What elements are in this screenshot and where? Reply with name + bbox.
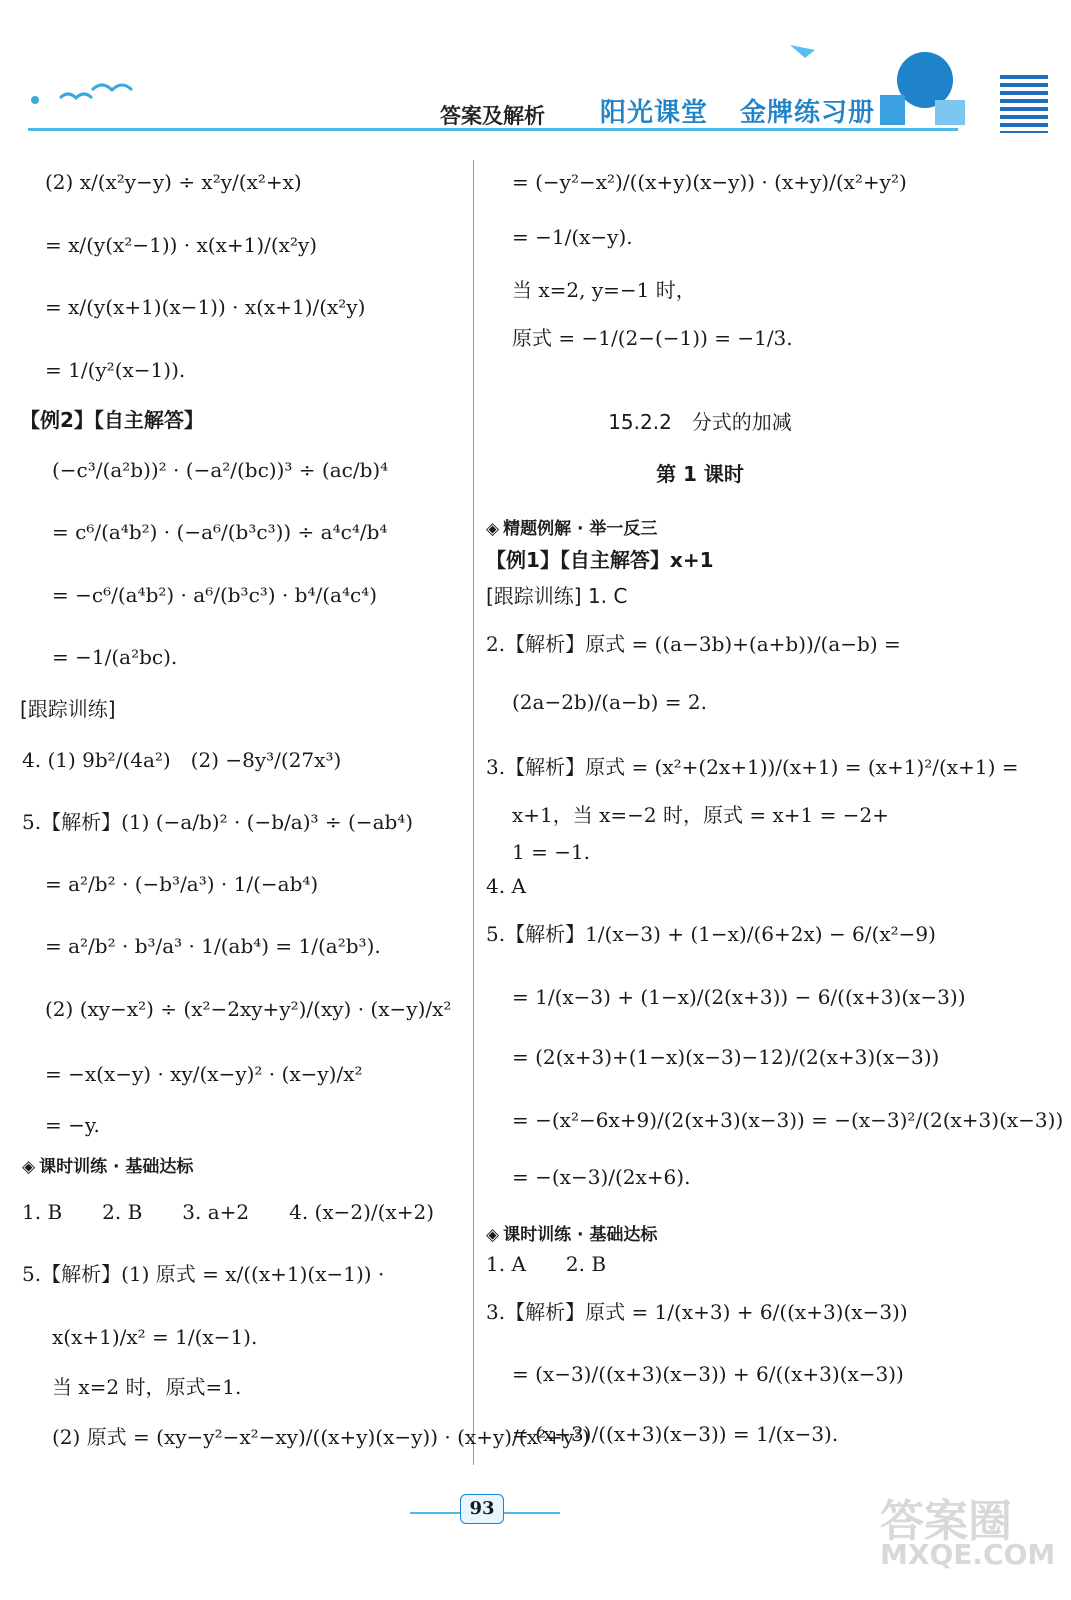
left-line: (2) x/(x²y−y) ÷ x²y/(x²+x) [45, 170, 302, 194]
right-line: = (x−3)/((x+3)(x−3)) + 6/((x+3)(x−3)) [512, 1362, 904, 1386]
plane-icon [790, 45, 815, 58]
right-line: 1 = −1. [512, 840, 591, 864]
bird-icon [60, 94, 92, 98]
left-line: = −1/(a²bc). [52, 645, 178, 669]
left-line: = −c⁶/(a⁴b²) · a⁶/(b³c³) · b⁴/(a⁴c⁴) [52, 583, 377, 607]
right-line: = −(x²−6x+9)/(2(x+3)(x−3)) = −(x−3)²/(2(x+3)(x−3)) [512, 1108, 1064, 1132]
watermark-url: MXQE.COM [880, 1538, 1056, 1571]
block-icon [935, 100, 965, 125]
left-line: = a²/b² · b³/a³ · 1/(ab⁴) = 1/(a²b³). [45, 934, 381, 958]
left-line: x(x+1)/x² = 1/(x−1). [52, 1325, 258, 1349]
right-line: = (x+3)/((x+3)(x−3)) = 1/(x−3). [512, 1422, 839, 1446]
left-line: (−c³/(a²b))² · (−a²/(bc))³ ÷ (ac/b)⁴ [52, 458, 389, 482]
right-line: (2a−2b)/(a−b) = 2. [512, 690, 707, 714]
right-line: 3.【解析】原式 = 1/(x+3) + 6/((x+3)(x−3)) [486, 1300, 908, 1324]
right-line: 1. A 2. B [486, 1252, 607, 1276]
left-line: 当 x=2 时，原式=1. [52, 1375, 242, 1399]
right-line: 2.【解析】原式 = ((a−3b)+(a+b))/(a−b) = [486, 632, 901, 656]
header-stripes [1000, 75, 1048, 133]
right-line: = −1/(x−y). [512, 225, 633, 249]
header-title: 答案及解析 [440, 104, 545, 128]
right-line: = 1/(x−3) + (1−x)/(2(x+3)) − 6/((x+3)(x−3)) [512, 985, 966, 1009]
header-brand: 阳光课堂 [600, 98, 709, 128]
column-divider [473, 160, 474, 1465]
block-icon [880, 95, 905, 125]
left-line: 5.【解析】(1) (−a/b)² · (−b/a)³ ÷ (−ab⁴) [22, 810, 414, 834]
bird-icon [92, 85, 132, 90]
right-line: 【例1】【自主解答】x+1 [486, 548, 714, 572]
right-line: 3.【解析】原式 = (x²+(2x+1))/(x+1) = (x+1)²/(x+1) = [486, 755, 1019, 779]
left-line: = x/(y(x+1)(x−1)) · x(x+1)/(x²y) [45, 295, 366, 319]
left-line: = a²/b² · (−b³/a³) · 1/(−ab⁴) [45, 872, 319, 896]
right-line: 4. A [486, 874, 526, 898]
left-line: = 1/(y²(x−1)). [45, 358, 186, 382]
left-line: (2) (xy−x²) ÷ (x²−2xy+y²)/(xy) · (x−y)/x² [45, 997, 452, 1021]
left-line: = −y. [45, 1113, 100, 1137]
left-line: 1. B 2. B 3. a+2 4. (x−2)/(x+2) [22, 1200, 435, 1224]
section-title: 15.2.2 分式的加减 [608, 410, 792, 434]
left-line: 5.【解析】(1) 原式 = x/((x+1)(x−1)) · [22, 1262, 385, 1286]
left-line: (2) 原式 = (xy−y²−x²−xy)/((x+y)(x−y)) · (x+y)/(x²+y²) [52, 1425, 590, 1449]
left-line: = −x(x−y) · xy/(x−y)² · (x−y)/x² [45, 1062, 363, 1086]
right-line: = (−y²−x²)/((x+y)(x−y)) · (x+y)/(x²+y²) [512, 170, 907, 194]
page-number: 93 [460, 1494, 504, 1524]
page-header [0, 0, 1071, 150]
right-line: 原式 = −1/(2−(−1)) = −1/3. [512, 326, 793, 350]
section-heading: ◈ 精题例解 · 举一反三 [486, 514, 657, 539]
watermark-logo: 答案圈 [880, 1496, 1012, 1547]
header-brand-2: 金牌练习册 [740, 98, 876, 128]
section-heading: ◈ 课时训练 · 基础达标 [486, 1220, 657, 1245]
right-line: = −(x−3)/(2x+6). [512, 1165, 691, 1189]
example-heading: 【例2】【自主解答】 [20, 408, 204, 432]
right-line: 当 x=2, y=−1 时， [512, 278, 696, 302]
dot-icon [31, 96, 39, 104]
lesson-title: 第 1 课时 [656, 462, 744, 486]
right-line: 5.【解析】1/(x−3) + (1−x)/(6+2x) − 6/(x²−9) [486, 922, 936, 946]
globe-icon [897, 52, 953, 108]
right-line: [跟踪训练] 1. C [486, 584, 628, 608]
left-line: = c⁶/(a⁴b²) · (−a⁶/(b³c³)) ÷ a⁴c⁴/b⁴ [52, 520, 388, 544]
left-line: = x/(y(x²−1)) · x(x+1)/(x²y) [45, 233, 318, 257]
left-line: 4. (1) 9b²/(4a²) (2) −8y³/(27x³) [22, 748, 342, 772]
section-heading: ◈ 课时训练 · 基础达标 [22, 1152, 193, 1177]
right-line: = (2(x+3)+(1−x)(x−3)−12)/(2(x+3)(x−3)) [512, 1045, 940, 1069]
tracking-heading: [跟踪训练] [20, 697, 116, 721]
right-line: x+1，当 x=−2 时，原式 = x+1 = −2+ [512, 803, 889, 827]
